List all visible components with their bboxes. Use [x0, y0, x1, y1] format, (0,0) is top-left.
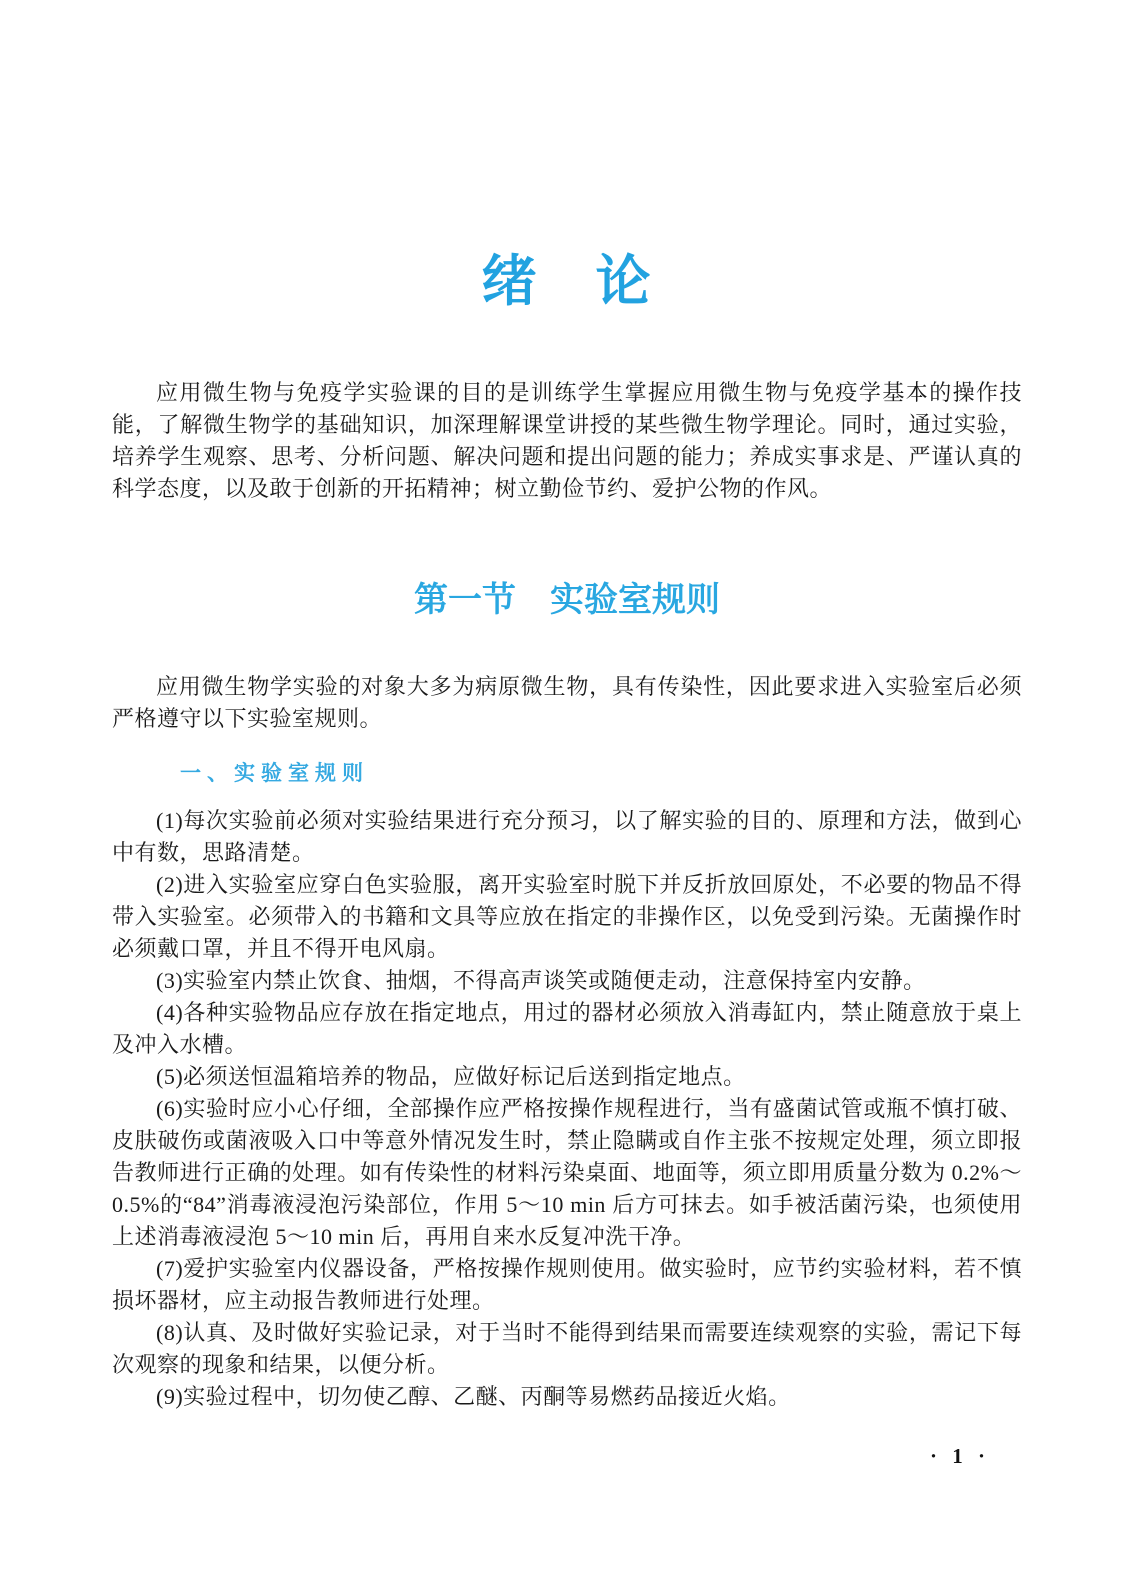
rule-item-5: (5)必须送恒温箱培养的物品，应做好标记后送到指定地点。: [156, 1064, 746, 1089]
chapter-title: 绪 论: [481, 251, 653, 312]
rule-item-7: (7)爱护实验室内仪器设备，严格按操作规则使用。做实验时，应节约实验材料，若不慎损坏器材，应主动报告教师进行处理。: [112, 1256, 1022, 1313]
rule-item-8: (8)认真、及时做好实验记录，对于当时不能得到结果而需要连续观察的实验，需记下每次观察的现象和结果，以便分析。: [112, 1320, 1022, 1377]
rules-list: [112, 805, 1022, 1413]
rule-item-4: (4)各种实验物品应存放在指定地点，用过的器材必须放入消毒缸内，禁止随意放于桌上及冲入水槽。: [112, 1000, 1022, 1057]
chapter-intro-paragraph: 应用微生物与免疫学实验课的目的是训练学生掌握应用微生物与免疫学基本的操作技能，了解微生物学的基础知识，加深理解课堂讲授的某些微生物学理论。同时，通过实验，培养学生观察、思考、分析问题、解决问题和提出问题的能力；养成实事求是、严谨认真的科学态度，以及敢于创新的开拓精神；树立勤俭节约、爱护公物的作风。: [112, 380, 1022, 501]
rule-item-6: (6)实验时应小心仔细，全部操作应严格按操作规程进行，当有盛菌试管或瓶不慎打破、皮肤破伤或菌液吸入口中等意外情况发生时，禁止隐瞒或自作主张不按规定处理，须立即报告教师进行正确的处理。如有传染性的材料污染桌面、地面等，须立即用质量分数为 0.2%～0.5%的“84”消毒液浸泡污染部位，作用 5～10 min 后方可抹去。如手被活菌污染，也须使用上述消毒液浸泡 5～10 min 后，再用自来水反复冲洗干净。: [112, 1096, 1022, 1249]
rule-item-2: (2)进入实验室应穿白色实验服，离开实验室时脱下并反折放回原处，不必要的物品不得带入实验室。必须带入的书籍和文具等应放在指定的非操作区，以免受到污染。无菌操作时必须戴口罩，并且不得开电风扇。: [112, 872, 1022, 961]
rule-item-9: (9)实验过程中，切勿使乙醇、乙醚、丙酮等易燃药品接近火焰。: [156, 1384, 791, 1409]
rule-item-3: (3)实验室内禁止饮食、抽烟，不得高声谈笑或随便走动，注意保持室内安静。: [156, 968, 926, 993]
page-number: · 1 ·: [929, 1444, 990, 1468]
section-heading: 第一节 实验室规则: [414, 581, 720, 619]
page-content: [112, 0, 1022, 1413]
subsection-heading: 一、实验室规则: [180, 762, 369, 785]
rule-item-1: (1)每次实验前必须对实验结果进行充分预习，以了解实验的目的、原理和方法，做到心中有数，思路清楚。: [112, 808, 1022, 865]
section-lead-paragraph: 应用微生物学实验的对象大多为病原微生物，具有传染性，因此要求进入实验室后必须严格遵守以下实验室规则。: [112, 674, 1022, 731]
